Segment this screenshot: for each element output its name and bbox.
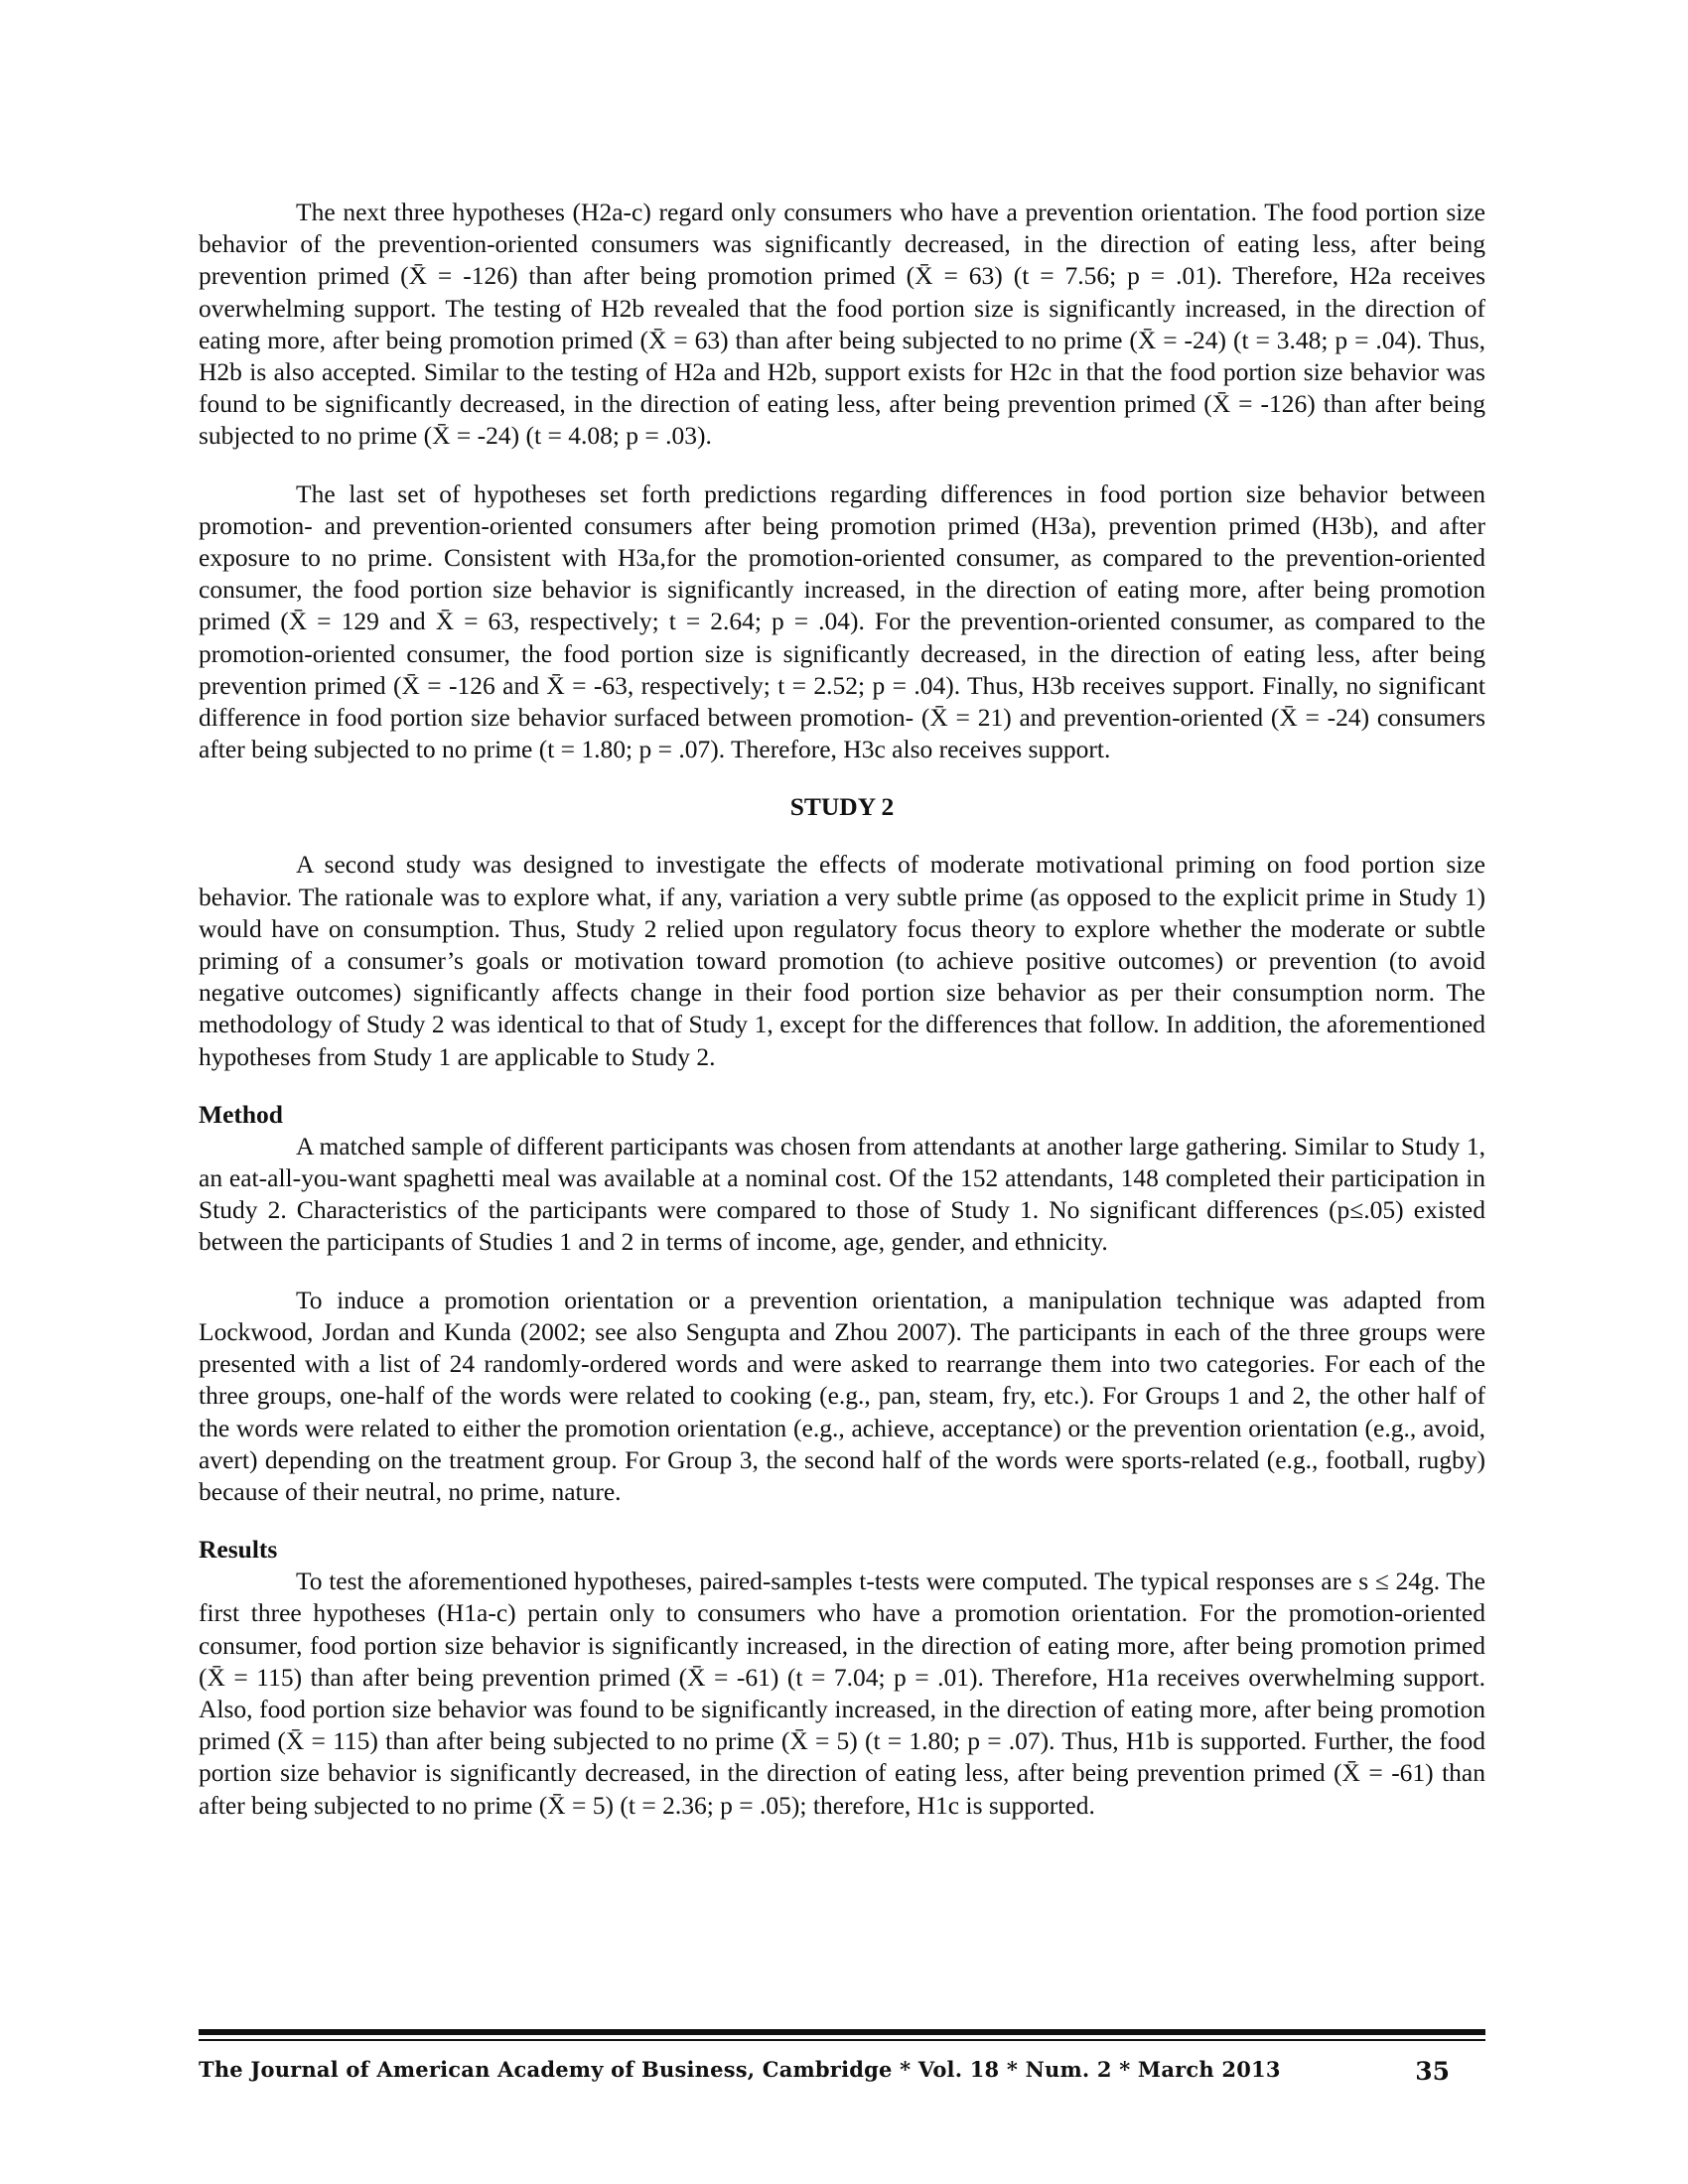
page-body	[199, 197, 1485, 1822]
paragraph-study2-intro: A second study was designed to investigate the effects of moderate motivational priming on food portion size behavior. The rationale was to explore what, if any, variation a very subtle prime (as opposed to the explicit prime in Study 1) would have on consumption. Thus, Study 2 relied upon regulatory focus theory to explore whether the moderate or subtle priming of a consumer’s goals or motivation toward promotion (to achieve positive outcomes) or prevention (to avoid negative outcomes) significantly affects change in their food portion size behavior as per their consumption norm. The methodology of Study 2 was identical to that of Study 1, except for the differences that follow. In addition, the aforementioned hypotheses from Study 1 are applicable to Study 2.	[199, 850, 1485, 1071]
page-footer	[199, 2053, 1485, 2093]
footer-rule-thick	[199, 2029, 1485, 2035]
paragraph-h2-results: The next three hypotheses (H2a-c) regard only consumers who have a prevention orientation. The food portion size behavior of the prevention-oriented consumers was significantly decreased, in the direction of eating less, after being prevention primed (X̄ = -126) than after being promotion primed (X̄ = 63) (t = 7.56; p = .01). Therefore, H2a receives overwhelming support. The testing of H2b revealed that the food portion size is significantly increased, in the direction of eating more, after being promotion primed (X̄ = 63) than after being subjected to no prime (X̄ = -24) (t = 3.48; p = .04). Thus, H2b is also accepted. Similar to the testing of H2a and H2b, support exists for H2c in that the food portion size behavior was found to be significantly decreased, in the direction of eating less, after being prevention primed (X̄ = -126) than after being subjected to no prime (X̄ = -24) (t = 4.08; p = .03).	[199, 198, 1485, 451]
footer-rule-thin	[199, 2039, 1485, 2041]
study2-heading: STUDY 2	[789, 792, 895, 822]
paragraph-h3-results: The last set of hypotheses set forth predictions regarding differences in food portion size behavior between promotion- and prevention-oriented consumers after being promotion primed (H3a), prevention primed (H3b), and after exposure to no prime. Consistent with H3a,for the promotion-oriented consumer, as compared to the prevention-oriented consumer, the food portion size behavior is significantly increased, in the direction of eating more, after being promotion primed (X̄ = 129 and X̄ = 63, respectively; t = 2.64; p = .04). For the prevention-oriented consumer, as compared to the promotion-oriented consumer, the food portion size is significantly decreased, in the direction of eating less, after being prevention primed (X̄ = -126 and X̄ = -63, respectively; t = 2.52; p = .04). Thus, H3b receives support. Finally, no significant difference in food portion size behavior surfaced between promotion- (X̄ = 21) and prevention-oriented (X̄ = -24) consumers after being subjected to no prime (t = 1.80; p = .07). Therefore, H3c also receives support.	[199, 478, 1485, 764]
paragraph-results: To test the aforementioned hypotheses, paired-samples t-tests were computed. The typical responses are s ≤ 24g. The first three hypotheses (H1a-c) pertain only to consumers who have a promotion orientation. For the promotion-oriented consumer, food portion size behavior is significantly increased, in the direction of eating more, after being promotion primed (X̄ = 115) than after being prevention primed (X̄ = -61) (t = 7.04; p = .01). Therefore, H1a receives overwhelming support. Also, food portion size behavior was found to be significantly increased, in the direction of eating more, after being promotion primed (X̄ = 115) than after being subjected to no prime (X̄ = 5) (t = 1.80; p = .07). Thus, H1b is supported. Further, the food portion size behavior is significantly decreased, in the direction of eating less, after being prevention primed (X̄ = -61) than after being subjected to no prime (X̄ = 5) (t = 2.36; p = .05); therefore, H1c is supported.	[199, 1567, 1485, 1820]
paragraph-method-sample: A matched sample of different participants was chosen from attendants at another large gathering. Similar to Study 1, an eat-all-you-want spaghetti meal was available at a nominal cost. Of the 152 attendants, 148 completed their participation in Study 2. Characteristics of the participants were compared to those of Study 1. No significant differences (p≤.05) existed between the participants of Studies 1 and 2 in terms of income, age, gender, and ethnicity.	[199, 1131, 1485, 1257]
paragraph-method-manipulation: To induce a promotion orientation or a prevention orientation, a manipulation technique was adapted from Lockwood, Jordan and Kunda (2002; see also Sengupta and Zhou 2007). The participants in each of the three groups were presented with a list of 24 randomly-ordered words and were asked to rearrange them into two categories. For each of the three groups, one-half of the words were related to cooking (e.g., pan, steam, fry, etc.). For Groups 1 and 2, the other half of the words were related to either the promotion orientation (e.g., achieve, acceptance) or the prevention orientation (e.g., avoid, avert) depending on the treatment group. For Group 3, the second half of the words were sports-related (e.g., football, rugby) because of their neutral, no prime, nature.	[199, 1285, 1485, 1506]
journal-citation: The Journal of American Academy of Business, Cambridge * Vol. 18 * Num. 2 * March 2013	[199, 2057, 1281, 2082]
results-heading: Results	[199, 1535, 278, 1565]
method-heading: Method	[199, 1099, 283, 1129]
page-number: 35	[1415, 2057, 1450, 2086]
